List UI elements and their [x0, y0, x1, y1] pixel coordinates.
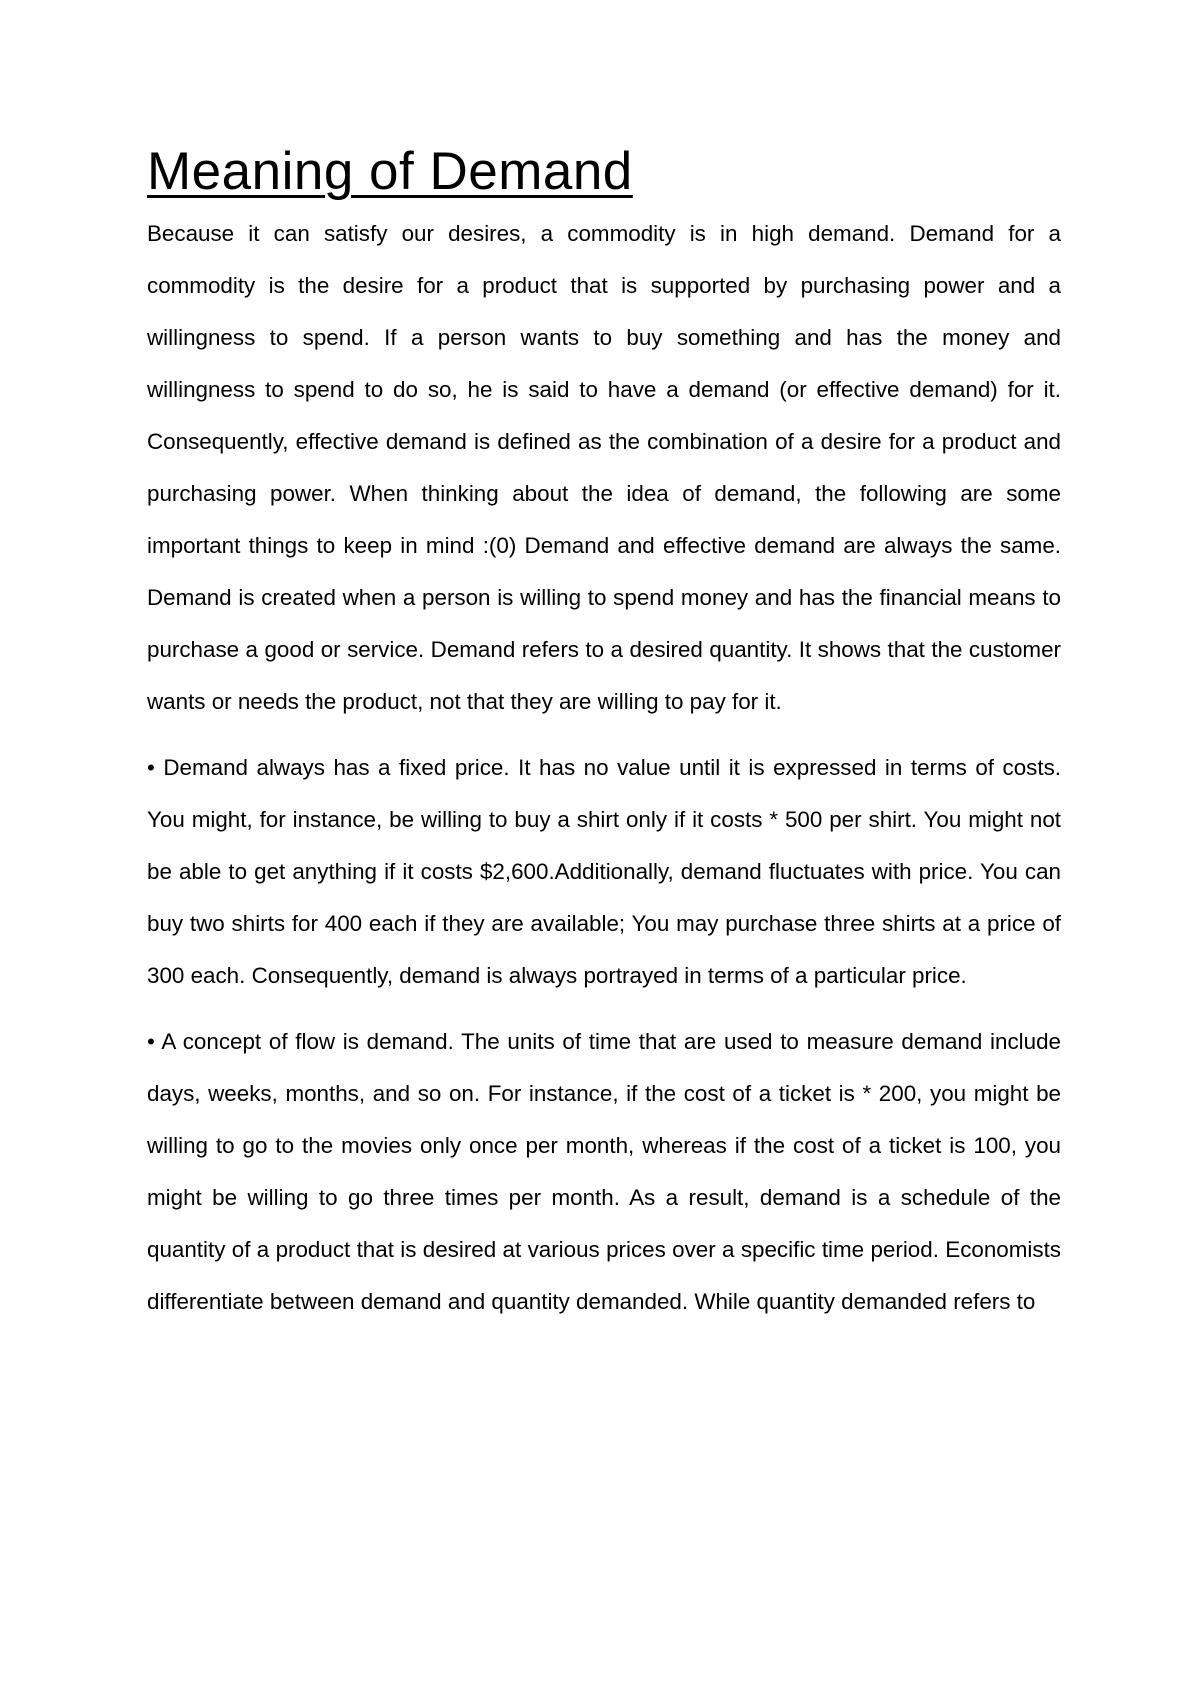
document-page: [147, 140, 1061, 1328]
paragraph-intro: Because it can satisfy our desires, a commodity is in high demand. Demand for a commodity is the desire for a product that is supported by purchasing power and a willingness to spend. If a person wants to buy something and has the money and willingness to spend to do so, he is said to have a demand (or effective demand) for it. Consequently, effective demand is defined as the combination of a desire for a product and purchasing power. When thinking about the idea of demand, the following are some important things to keep in mind :(0) Demand and effective demand are always the same. Demand is created when a person is willing to spend money and has the financial means to purchase a good or service. Demand refers to a desired quantity. It shows that the customer wants or needs the product, not that they are willing to pay for it.: [147, 221, 1061, 714]
paragraph-bullet-fixed-price: • Demand always has a fixed price. It has no value until it is expressed in terms of costs. You might, for instance, be willing to buy a shirt only if it costs * 500 per shirt. You might not be able to get anything if it costs $2,600.Additionally, demand fluctuates with price. You can buy two shirts for 400 each if they are available; You may purchase three shirts at a price of 300 each. Consequently, demand is always portrayed in terms of a particular price.: [147, 755, 1061, 988]
page-title: Meaning of Demand: [147, 142, 633, 201]
paragraph-bullet-flow-concept: • A concept of flow is demand. The units of time that are used to measure demand include days, weeks, months, and so on. For instance, if the cost of a ticket is * 200, you might be willing to go to the movies only once per month, whereas if the cost of a ticket is 100, you might be willing to go three times per month. As a result, demand is a schedule of the quantity of a product that is desired at various prices over a specific time period. Economists differentiate between demand and quantity demanded. While quantity demanded refers to: [147, 1029, 1061, 1314]
